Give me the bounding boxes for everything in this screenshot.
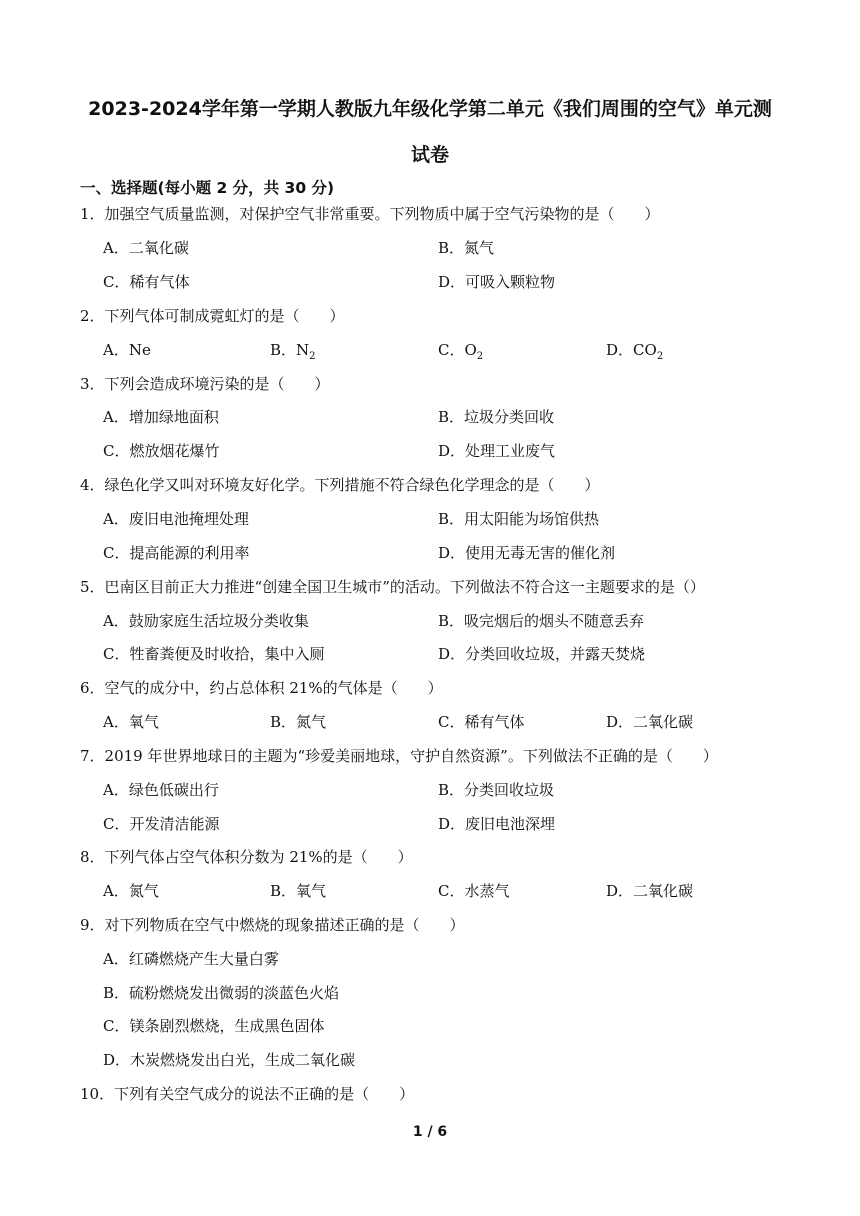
question-9-option-d: D．木炭燃烧发出白光，生成二氧化碳 (103, 1051, 356, 1069)
question-9-option-a: A．红磷燃烧产生大量白雾 (103, 950, 279, 968)
subscript: 2 (309, 351, 316, 362)
question-8-stem: 8．下列气体占空气体积分数为 21%的是（ ） (80, 848, 413, 866)
question-4-option-d: D．使用无毒无害的催化剂 (438, 544, 616, 562)
question-1-option-a: A．二氧化碳 (103, 239, 189, 257)
question-8-option-b: B．氧气 (270, 882, 327, 900)
question-6-option-c: C．稀有气体 (438, 713, 525, 731)
question-8-option-a: A．氮气 (103, 882, 159, 900)
question-4-option-a: A．废旧电池掩埋处理 (103, 510, 249, 528)
question-4-option-b: B．用太阳能为场馆供热 (438, 510, 600, 528)
question-1-option-d: D．可吸入颗粒物 (438, 273, 556, 291)
question-1-stem: 1．加强空气质量监测，对保护空气非常重要。下列物质中属于空气污染物的是（ ） (80, 205, 660, 223)
question-5-option-d: D．分类回收垃圾，并露天焚烧 (438, 645, 646, 663)
option-text: C．O (438, 341, 477, 359)
question-6-stem: 6．空气的成分中，约占总体积 21%的气体是（ ） (80, 679, 443, 697)
question-2-option-c (438, 339, 483, 360)
question-6-option-b: B．氮气 (270, 713, 327, 731)
question-1-option-c: C．稀有气体 (103, 273, 190, 291)
option-text: A．Ne (103, 341, 151, 359)
question-3-option-b: B．垃圾分类回收 (438, 408, 555, 426)
question-9-option-b: B．硫粉燃烧发出微弱的淡蓝色火焰 (103, 984, 340, 1002)
question-4-option-c: C．提高能源的利用率 (103, 544, 250, 562)
question-2-option-d (606, 339, 663, 360)
question-10-stem: 10．下列有关空气成分的说法不正确的是（ ） (80, 1085, 415, 1103)
option-text: B．N (270, 341, 310, 359)
question-9-stem: 9．对下列物质在空气中燃烧的现象描述正确的是（ ） (80, 916, 465, 934)
question-5-stem: 5．巴南区目前正大力推进“创建全国卫生城市”的活动。下列做法不符合这一主题要求的是（） (80, 578, 705, 596)
question-7-option-b: B．分类回收垃圾 (438, 781, 555, 799)
question-2-stem: 2．下列气体可制成霓虹灯的是（ ） (80, 307, 345, 325)
question-6-option-d: D．二氧化碳 (606, 713, 694, 731)
question-3-stem: 3．下列会造成环境污染的是（ ） (80, 375, 330, 393)
question-1-option-b: B．氮气 (438, 239, 495, 257)
question-7-stem: 7．2019 年世界地球日的主题为“珍爱美丽地球，守护自然资源”。下列做法不正确的是（ ） (80, 747, 718, 765)
option-text: D．CO (606, 341, 657, 359)
question-7-option-c: C．开发清洁能源 (103, 815, 220, 833)
question-9-option-c: C．镁条剧烈燃烧，生成黑色固体 (103, 1017, 325, 1035)
exam-title-line-1: 2023-2024学年第一学期人教版九年级化学第二单元《我们周围的空气》单元测 (88, 98, 772, 120)
question-4-stem: 4．绿色化学又叫对环境友好化学。下列措施不符合绿色化学理念的是（ ） (80, 476, 600, 494)
question-3-option-c: C．燃放烟花爆竹 (103, 442, 220, 460)
question-3-option-d: D．处理工业废气 (438, 442, 556, 460)
page-number: 1 / 6 (412, 1124, 448, 1140)
subscript: 2 (656, 351, 664, 362)
question-6-option-a: A．氧气 (103, 713, 159, 731)
question-2-option-a (103, 339, 151, 360)
section-heading-multiple-choice: 一、选择题(每小题 2 分，共 30 分) (80, 179, 335, 197)
question-8-option-d: D．二氧化碳 (606, 882, 694, 900)
question-7-option-d: D．废旧电池深埋 (438, 815, 556, 833)
question-5-option-a: A．鼓励家庭生活垃圾分类收集 (103, 612, 309, 630)
question-7-option-a: A．绿色低碳出行 (103, 781, 219, 799)
question-5-option-b: B．吸完烟后的烟头不随意丢弃 (438, 612, 645, 630)
question-5-option-c: C．牲畜粪便及时收拾，集中入厕 (103, 645, 325, 663)
subscript: 2 (476, 351, 484, 362)
question-3-option-a: A．增加绿地面积 (103, 408, 219, 426)
question-2-option-b (270, 339, 316, 360)
question-8-option-c: C．水蒸气 (438, 882, 510, 900)
exam-title-line-2: 试卷 (410, 144, 449, 166)
